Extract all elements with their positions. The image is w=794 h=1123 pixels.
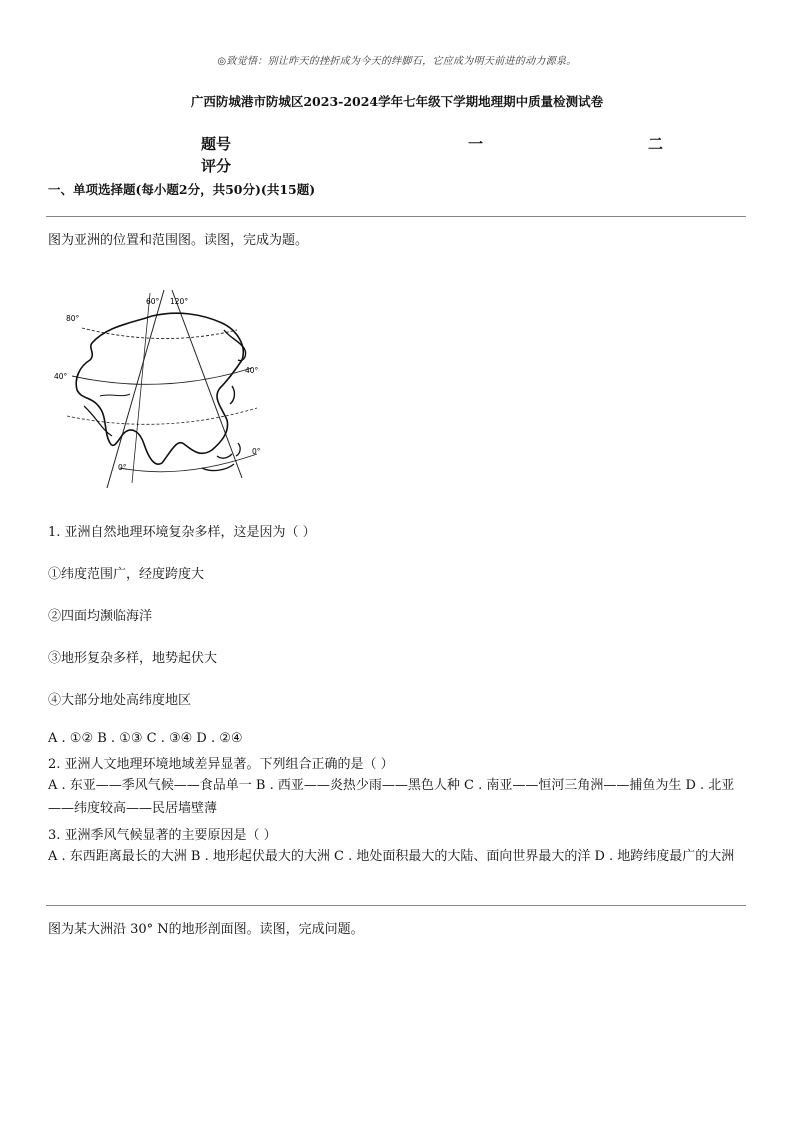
q3-stem: 3. 亚洲季风气候显著的主要原因是（ ）	[48, 828, 277, 843]
inland-sea	[100, 394, 130, 396]
divider	[46, 216, 746, 217]
lat-label-40-right: 40°	[245, 366, 259, 375]
q1-stem: 1. 亚洲自然地理环境复杂多样，这是因为（ ）	[48, 525, 316, 540]
divider	[46, 905, 746, 906]
q1-options: A . ①② B . ①③ C . ③④ D . ②④	[48, 731, 243, 746]
lat-label-80: 80°	[66, 314, 80, 323]
asia-map-figure	[52, 268, 267, 493]
motto-line: ◎致觉悟：别让昨天的挫折成为今天的绊脚石，它应成为明天前进的动力源泉。	[217, 56, 577, 67]
lat-label-0-left: 0°	[118, 463, 127, 472]
q1-item-4: ④大部分地处高纬度地区	[48, 693, 192, 708]
section-heading: 一、单项选择题(每小题2分，共50分)(共15题)	[48, 182, 316, 197]
score-row-label-number: 题号	[201, 135, 232, 153]
lat-label-40-left: 40°	[54, 372, 68, 381]
asia-outline	[76, 313, 243, 464]
arabia-edge	[84, 406, 112, 436]
question-intro: 图为亚洲的位置和范围图。读图，完成为题。	[48, 233, 309, 248]
question-intro-2: 图为某大洲沿 30° N的地形剖面图。读图，完成问题。	[48, 922, 364, 937]
q2-stem: 2. 亚洲人文地理环境地域差异显著。下列组合正确的是（ ）	[48, 757, 394, 772]
score-row-label-score: 评分	[201, 157, 232, 175]
meridian-line	[107, 290, 164, 488]
q2-options: A . 东亚——季风气候——食品单一 B . 西亚——炎热少雨——黑色人种 C . 南亚——恒河三角洲——捕鱼为生 D . 北亚——纬度较高——民居墙壁薄	[48, 778, 735, 816]
parallel-mid	[67, 408, 257, 424]
asia-map-svg	[52, 268, 267, 493]
lon-label-60: 60°	[146, 297, 160, 306]
lon-label-120: 120°	[170, 297, 189, 306]
q3-options: A . 东西距离最长的大洲 B . 地形起伏最大的大洲 C . 地处面积最大的大陆、面向世界最大的洋 D . 地跨纬度最广的大洲	[48, 849, 735, 864]
q1-item-1: ①纬度范围广，经度跨度大	[48, 567, 205, 582]
lat-label-0-right: 0°	[252, 447, 261, 456]
q1-item-2: ②四面均濒临海洋	[48, 609, 153, 624]
score-col-2: 二	[648, 135, 664, 153]
score-col-1: 一	[468, 135, 484, 153]
q1-item-3: ③地形复杂多样，地势起伏大	[48, 651, 218, 666]
japan	[230, 386, 234, 404]
exam-title: 广西防城港市防城区2023-2024学年七年级下学期地理期中质量检测试卷	[190, 94, 604, 109]
